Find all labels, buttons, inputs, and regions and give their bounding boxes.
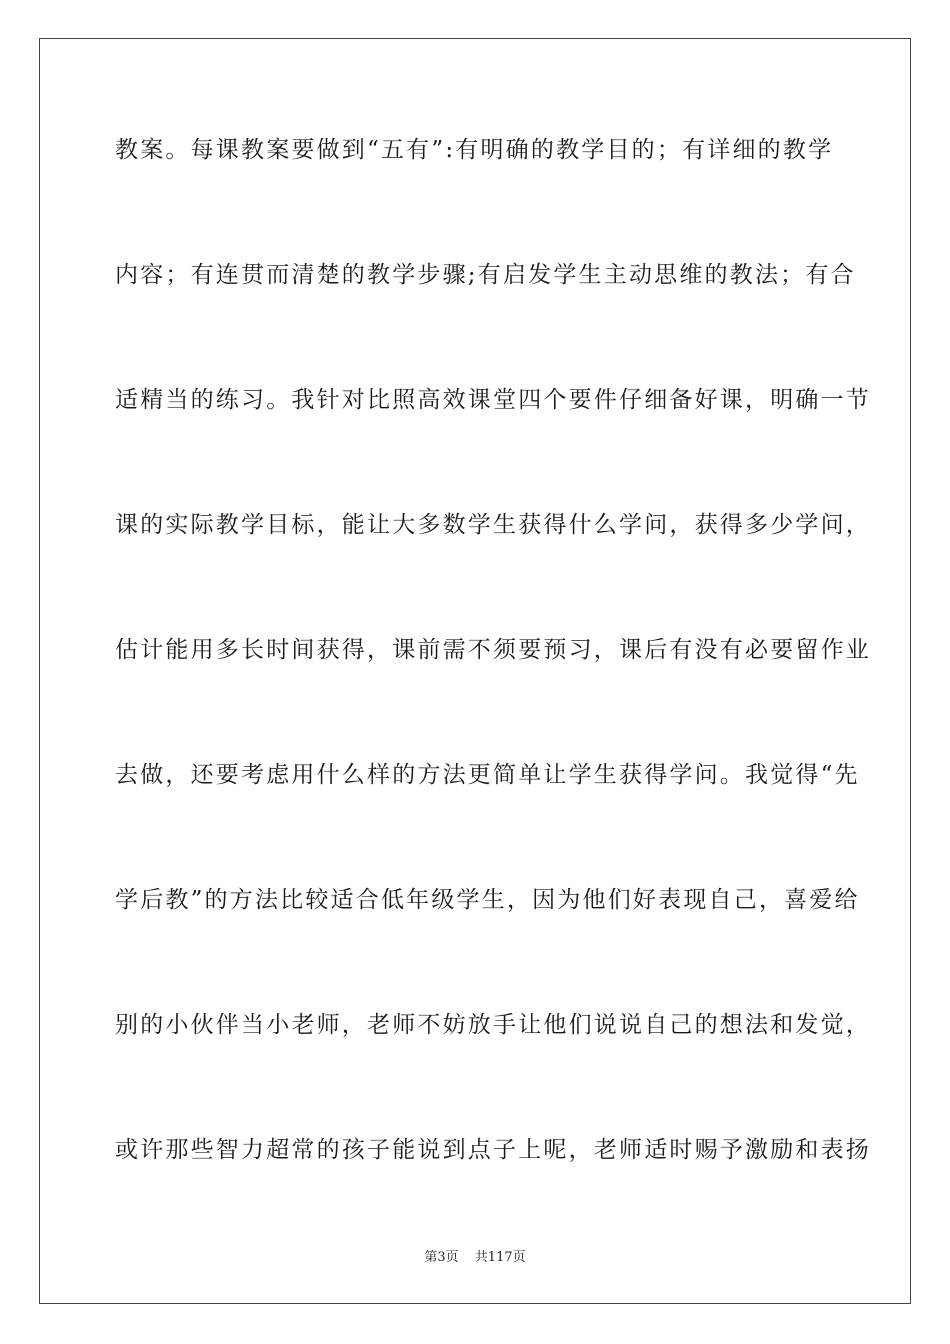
text-line: 学后教”的方法比较适合低年级学生，因为他们好表现自己，喜爱给 bbox=[115, 887, 860, 913]
text-line: 去做，还要考虑用什么样的方法更简单让学生获得学问。我觉得“先 bbox=[115, 762, 860, 788]
total-pages: 共117页 bbox=[474, 1250, 526, 1265]
body-text bbox=[115, 128, 871, 1253]
text-line: 课的实际教学目标，能让大多数学生获得什么学问，获得多少学问， bbox=[115, 512, 871, 538]
page-footer bbox=[0, 1246, 950, 1265]
text-line: 别的小伙伴当小老师，老师不妨放手让他们说说自己的想法和发觉， bbox=[115, 1012, 871, 1038]
text-line: 或许那些智力超常的孩子能说到点子上呢，老师适时赐予激励和表扬 bbox=[115, 1137, 871, 1163]
text-line: 适精当的练习。我针对比照高效课堂四个要件仔细备好课，明确一节 bbox=[115, 387, 871, 413]
text-line: 内容；有连贯而清楚的教学步骤;有启发学生主动思维的教法；有合 bbox=[115, 262, 856, 288]
page-number: 第3页 bbox=[424, 1250, 459, 1265]
text-line: 教案。每课教案要做到“五有”:有明确的教学目的；有详细的教学 bbox=[115, 137, 834, 163]
text-line: 估计能用多长时间获得，课前需不须要预习，课后有没有必要留作业 bbox=[115, 637, 871, 663]
